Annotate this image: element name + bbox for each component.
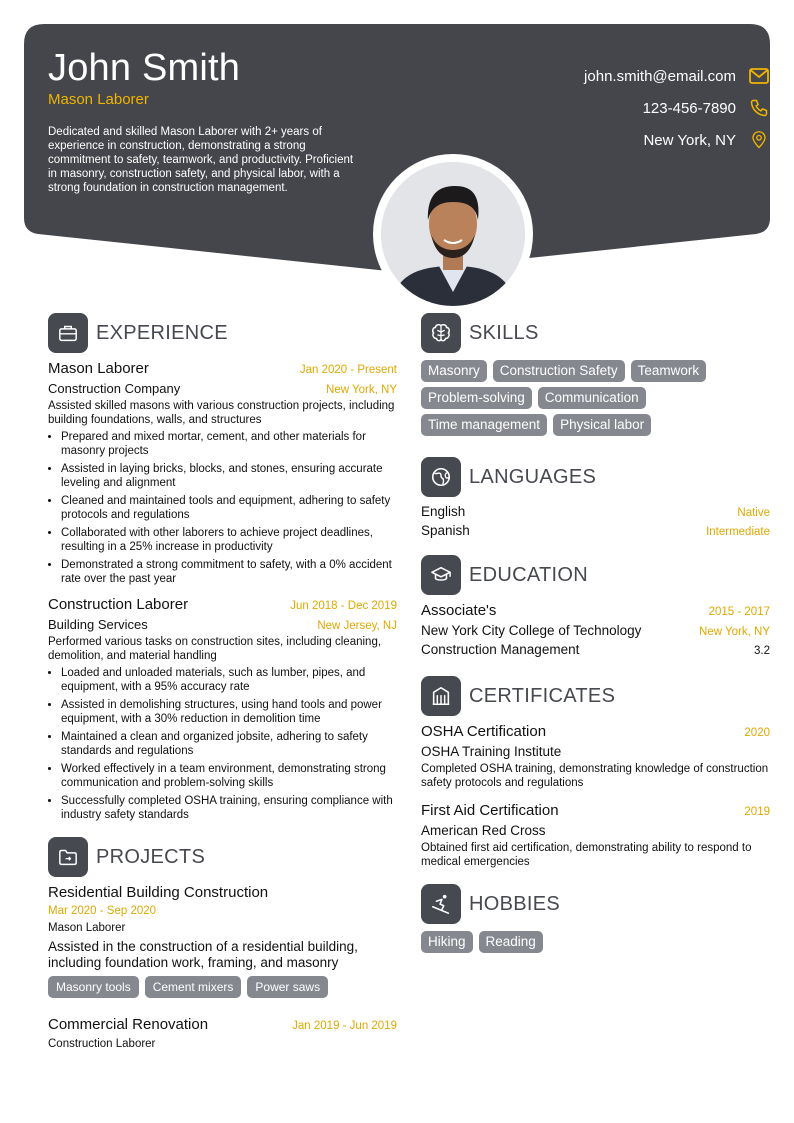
skills-header bbox=[421, 312, 770, 354]
project-item bbox=[48, 1016, 397, 1051]
skills-list bbox=[421, 360, 770, 436]
profile-summary: Dedicated and skilled Mason Laborer with 2+ years of experience in construction, demonstrating a strong commitment to safety, teamwork, and productivity. Proficient in masonry, construction safety, and physical labor, with a strong foundation in construction management. bbox=[48, 126, 354, 194]
experience-item bbox=[48, 360, 397, 586]
location-text: New York, NY bbox=[643, 131, 736, 149]
certificate-name: OSHA Certification bbox=[421, 723, 547, 740]
contact-phone[interactable] bbox=[450, 98, 770, 118]
graduation-cap-icon bbox=[421, 555, 461, 595]
experience-title: EXPERIENCE bbox=[96, 321, 228, 344]
project-tag: Power saws bbox=[247, 976, 328, 998]
job-description: Assisted skilled masons with various construction projects, including building foundations, walls, and structures bbox=[48, 400, 395, 426]
certificate-year: 2020 bbox=[744, 727, 770, 739]
job-bullet: • Loaded and unloaded materials, such as lumber, pipes, and equipment, with a 95% accuracy rate bbox=[61, 666, 397, 694]
certificate-item bbox=[421, 723, 770, 790]
degree: Associate's bbox=[421, 602, 497, 619]
field-of-study: Construction Management bbox=[421, 642, 580, 657]
job-dates: Jan 2020 - Present bbox=[299, 364, 397, 376]
profile-photo bbox=[381, 162, 525, 306]
certificate-issuer: OSHA Training Institute bbox=[421, 744, 562, 759]
skiing-icon bbox=[421, 884, 461, 924]
contact-email[interactable] bbox=[450, 66, 770, 86]
project-tag: Masonry tools bbox=[48, 976, 139, 998]
education-title: EDUCATION bbox=[469, 563, 588, 586]
project-dates: Mar 2020 - Sep 2020 bbox=[48, 905, 157, 917]
languages-header bbox=[421, 456, 770, 498]
hobbies-header bbox=[421, 883, 770, 925]
job-bullet: • Demonstrated a strong commitment to safety, with a 0% accident rate over the past year bbox=[61, 558, 397, 586]
project-title: Commercial Renovation bbox=[48, 1016, 209, 1033]
candidate-name: John Smith bbox=[48, 47, 241, 89]
certificate-year: 2019 bbox=[744, 806, 770, 818]
map-pin-icon bbox=[748, 129, 770, 151]
certificates-header bbox=[421, 675, 770, 717]
hobbies-title: HOBBIES bbox=[469, 892, 561, 915]
mail-icon bbox=[748, 65, 770, 87]
certificate-issuer: American Red Cross bbox=[421, 823, 546, 838]
job-bullet: • Cleaned and maintained tools and equipment, adhering to safety protocols and regulations bbox=[61, 494, 397, 522]
project-title: Residential Building Construction bbox=[48, 884, 269, 901]
job-bullets bbox=[48, 666, 397, 822]
briefcase-icon bbox=[48, 313, 88, 353]
experience-item bbox=[48, 596, 397, 822]
email-text[interactable]: john.smith@email.com bbox=[584, 67, 736, 85]
job-dates: Jun 2018 - Dec 2019 bbox=[290, 600, 397, 612]
school-name: New York City College of Technology bbox=[421, 623, 642, 638]
job-bullet: • Worked effectively in a team environment, demonstrating strong communication and problem-solving skills bbox=[61, 762, 397, 790]
job-bullet: • Assisted in demolishing structures, using hand tools and power equipment, with a 30% reduction in demolition time bbox=[61, 698, 397, 726]
hobby-tag: Hiking bbox=[421, 931, 473, 953]
left-column bbox=[48, 312, 397, 1051]
languages-list bbox=[421, 504, 770, 538]
building-icon bbox=[421, 676, 461, 716]
language-name: Spanish bbox=[421, 523, 470, 538]
job-bullets bbox=[48, 430, 397, 586]
education-dates: 2015 - 2017 bbox=[708, 606, 770, 618]
project-dates: Jan 2019 - Jun 2019 bbox=[292, 1020, 397, 1032]
job-location: New York, NY bbox=[326, 384, 397, 396]
language-level: Intermediate bbox=[706, 526, 770, 538]
gpa: 3.2 bbox=[754, 645, 770, 657]
skill-tag: Masonry bbox=[421, 360, 487, 382]
language-row bbox=[421, 523, 770, 538]
language-name: English bbox=[421, 504, 466, 519]
project-item bbox=[48, 884, 397, 998]
hobby-tag: Reading bbox=[479, 931, 543, 953]
job-bullet: • Collaborated with other laborers to achieve project deadlines, resulting in a 25% increase in productivity bbox=[61, 526, 397, 554]
projects-header bbox=[48, 836, 397, 878]
languages-title: LANGUAGES bbox=[469, 465, 597, 488]
globe-icon bbox=[421, 457, 461, 497]
skills-title: SKILLS bbox=[469, 321, 539, 344]
certificate-description: Obtained first aid certification, demonstrating ability to respond to medical emergencies bbox=[421, 842, 752, 868]
candidate-role: Mason Laborer bbox=[48, 91, 149, 108]
job-title: Mason Laborer bbox=[48, 360, 149, 377]
skill-tag: Construction Safety bbox=[493, 360, 625, 382]
job-bullet: • Maintained a clean and organized jobsite, adhering to safety standards and regulations bbox=[61, 730, 397, 758]
skill-tag: Problem-solving bbox=[421, 387, 532, 409]
certificate-name: First Aid Certification bbox=[421, 802, 559, 819]
language-row bbox=[421, 504, 770, 519]
phone-text[interactable]: 123-456-7890 bbox=[642, 99, 736, 117]
job-title: Construction Laborer bbox=[48, 596, 189, 613]
certificates-title: CERTIFICATES bbox=[469, 684, 616, 707]
language-level: Native bbox=[737, 507, 770, 519]
job-location: New Jersey, NJ bbox=[317, 620, 397, 632]
right-column bbox=[421, 312, 770, 953]
project-tag: Cement mixers bbox=[145, 976, 242, 998]
project-description: Assisted in the construction of a residential building, including foundation work, framing, and masonry bbox=[48, 939, 358, 970]
projects-title: PROJECTS bbox=[96, 845, 206, 868]
certificate-item bbox=[421, 802, 770, 869]
education-item bbox=[421, 602, 770, 657]
experience-header bbox=[48, 312, 397, 354]
project-tags bbox=[48, 976, 397, 998]
phone-icon bbox=[748, 97, 770, 119]
job-bullet: • Assisted in laying bricks, blocks, and stones, ensuring accurate leveling and alignment bbox=[61, 462, 397, 490]
education-header bbox=[421, 554, 770, 596]
hobbies-list bbox=[421, 931, 770, 953]
certificate-description: Completed OSHA training, demonstrating knowledge of construction safety protocols and regulations bbox=[421, 763, 769, 789]
job-bullet: • Prepared and mixed mortar, cement, and other materials for masonry projects bbox=[61, 430, 397, 458]
job-description: Performed various tasks on construction sites, including cleaning, demolition, and material handling bbox=[48, 636, 382, 662]
job-bullet: • Successfully completed OSHA training, ensuring compliance with industry safety standards bbox=[61, 794, 397, 822]
project-role: Construction Laborer bbox=[48, 1038, 156, 1050]
skill-tag: Time management bbox=[421, 414, 547, 436]
skill-tag: Teamwork bbox=[631, 360, 707, 382]
brain-icon bbox=[421, 313, 461, 353]
school-location: New York, NY bbox=[699, 626, 770, 638]
skill-tag: Communication bbox=[538, 387, 646, 409]
folder-icon bbox=[48, 837, 88, 877]
project-role: Mason Laborer bbox=[48, 922, 126, 934]
skill-tag: Physical labor bbox=[553, 414, 651, 436]
contact-location bbox=[450, 130, 770, 150]
job-company: Construction Company bbox=[48, 381, 181, 396]
job-company: Building Services bbox=[48, 617, 148, 632]
